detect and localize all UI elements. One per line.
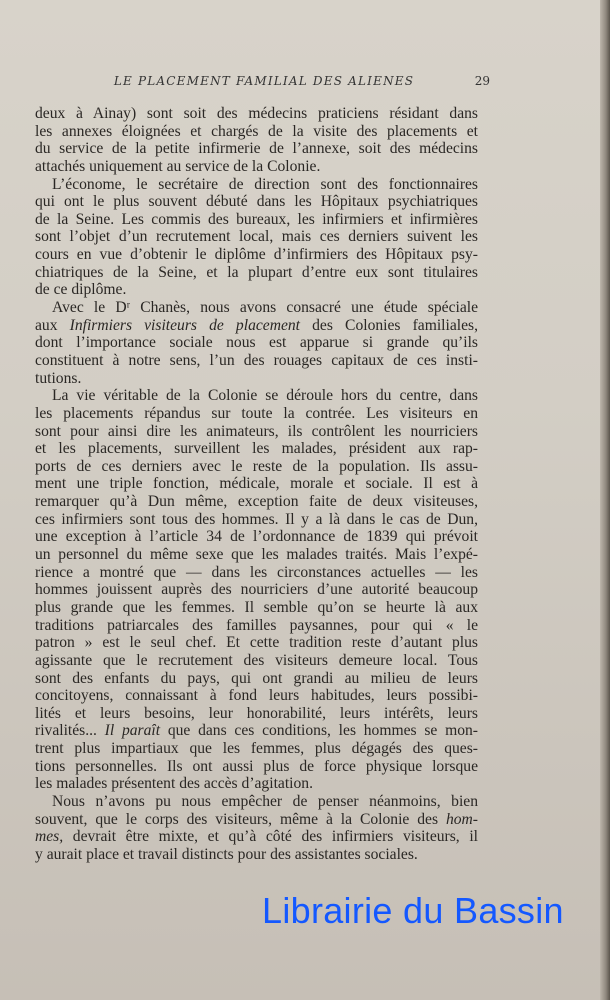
text-segment: devrait être mixte, et qu’à côté des infirmiers visiteurs, il: [63, 828, 478, 846]
text-line: [35, 634, 478, 652]
body-text: [35, 105, 478, 864]
text-line: [35, 740, 478, 758]
text-segment: aux: [35, 316, 70, 334]
text-line: [35, 228, 478, 246]
text-segment: traditions patriarcales des familles paysannes, pour qui « le: [35, 616, 478, 634]
text-segment: les placements répandus sur toute la contrée. Les visiteurs en: [35, 404, 478, 422]
running-header: [36, 74, 492, 92]
text-line: [35, 334, 478, 352]
text-segment: Avec le Dʳ Chanès, nous avons consacré une étude spéciale: [52, 299, 478, 317]
text-segment: sont pour ainsi dire les animateurs, ils contrôlent les nourriciers: [35, 422, 478, 440]
text-segment: des Colonies familiales,: [300, 316, 478, 334]
text-segment: du service de la petite infirmerie de l’annexe, soit des médecins: [35, 140, 478, 158]
text-segment: ces infirmiers sont tous des hommes. Il y a là dans le cas de Dun,: [35, 510, 478, 528]
italic-text: Il paraît: [104, 722, 161, 740]
text-segment: un personnel du même sexe que les malades traités. Mais l’expé-: [35, 546, 478, 564]
text-line: [35, 123, 478, 141]
text-line: [35, 828, 478, 846]
text-line: [35, 811, 478, 829]
text-segment: une exception à l’article 34 de l’ordonnance de 1839 qui prévoit: [35, 528, 478, 546]
text-segment: tions personnelles. Ils ont aussi plus de force physique lorsque: [35, 757, 478, 775]
text-segment: dont l’importance sociale nous est apparue si grande qu’ils: [35, 334, 478, 352]
text-segment: sont l’objet d’un recrutement local, mais ces derniers suivent les: [35, 228, 478, 246]
text-line: [35, 299, 478, 317]
text-line: [35, 564, 478, 582]
text-line: [35, 246, 478, 264]
text-segment: rivalités...: [35, 722, 105, 740]
text-line: [35, 211, 478, 229]
text-segment: les annexes éloignées et chargés de la visite des placements et: [35, 122, 478, 140]
text-line: [35, 846, 478, 864]
text-segment: ports de ces derniers avec le reste de la population. Ils assu-: [35, 457, 478, 475]
italic-text: Infirmiers visiteurs de placement: [69, 316, 301, 334]
text-segment: lités et leurs besoins, leur honorabilité, leurs intérêts, leurs: [35, 704, 478, 722]
text-segment: y aurait place et travail distincts pour des assistantes sociales.: [35, 845, 418, 863]
text-segment: cours en vue d’obtenir le diplôme d’infirmiers des Hôpitaux psy-: [35, 246, 478, 264]
text-line: [35, 581, 478, 599]
text-line: [35, 440, 478, 458]
text-line: [35, 158, 478, 176]
text-line: [35, 264, 478, 282]
text-line: [35, 652, 478, 670]
text-line: [35, 687, 478, 705]
text-segment: constituent à notre sens, l’un des rouages capitaux de ces insti-: [35, 351, 478, 369]
text-line: [35, 387, 478, 405]
text-segment: remarquer qu’à Dun même, exception faite de deux visiteuses,: [35, 493, 478, 511]
text-line: [35, 511, 478, 529]
text-line: [35, 317, 478, 335]
text-segment: les malades présentent des accès d’agitation.: [35, 775, 313, 793]
text-line: [35, 475, 478, 493]
text-segment: qui ont le plus souvent débuté dans les Hôpitaux psychiatriques: [35, 193, 478, 211]
text-segment: attachés uniquement au service de la Colonie.: [35, 157, 321, 175]
text-line: [35, 670, 478, 688]
text-line: [35, 176, 478, 194]
text-segment: rience a montré que — dans les circonstances actuelles — les: [35, 563, 478, 581]
text-segment: deux à Ainay) sont soit des médecins praticiens résidant dans: [35, 105, 478, 122]
text-line: [35, 458, 478, 476]
text-segment: agissante que le recrutement des visiteurs demeure local. Tous: [35, 651, 478, 669]
watermark: Librairie du Bassin: [262, 890, 564, 931]
text-segment: trent plus impartiaux que les femmes, plus dégagés des ques-: [35, 740, 478, 758]
text-line: [35, 405, 478, 423]
text-line: [35, 140, 478, 158]
italic-text: hom-: [445, 810, 478, 828]
text-segment: plus grande que les femmes. Il semble qu’on se heurte là aux: [35, 598, 478, 616]
text-line: [35, 617, 478, 635]
text-line: [35, 493, 478, 511]
text-segment: de ce diplôme.: [35, 281, 127, 299]
text-line: [35, 281, 478, 299]
text-segment: Nous n’avons pu nous empêcher de penser néanmoins, bien: [52, 792, 478, 810]
text-line: [35, 705, 478, 723]
text-line: [35, 599, 478, 617]
text-segment: L’économe, le secrétaire de direction sont des fonctionnaires: [52, 175, 478, 193]
text-line: [35, 370, 478, 388]
text-segment: souvent, que le corps des visiteurs, même à la Colonie des: [35, 810, 446, 828]
text-segment: chiatriques de la Seine, et la plupart d’entre eux sont titulaires: [35, 263, 478, 281]
text-segment: ment une triple fonction, médicale, morale et sociale. Il est à: [35, 475, 478, 493]
text-line: [35, 775, 478, 793]
italic-text: mes,: [35, 828, 64, 846]
page-number: 29: [474, 74, 490, 88]
text-segment: de la Seine. Les commis des bureaux, les infirmiers et infirmières: [35, 210, 478, 228]
text-segment: que dans ces conditions, les hommes se mon-: [160, 722, 478, 740]
text-line: [35, 793, 478, 811]
text-line: [35, 528, 478, 546]
text-line: [35, 352, 478, 370]
text-segment: patron » est le seul chef. Et cette tradition reste d’autant plus: [35, 634, 478, 652]
text-segment: sont des enfants du pays, qui ont grandi au milieu de leurs: [35, 669, 478, 687]
text-line: [35, 105, 478, 123]
text-segment: et les placements, surveillent les malades, président aux rap-: [35, 440, 478, 458]
text-line: [35, 193, 478, 211]
page-edge-shadow: [600, 0, 610, 1000]
text-line: [35, 758, 478, 776]
text-line: [35, 546, 478, 564]
text-segment: La vie véritable de la Colonie se déroule hors du centre, dans: [52, 387, 478, 405]
text-line: [35, 722, 478, 740]
running-title: LE PLACEMENT FAMILIAL DES ALIENES: [113, 74, 415, 88]
text-segment: hommes jouissent auprès des nourriciers d’une autorité beaucoup: [35, 581, 478, 599]
text-segment: concitoyens, connaissant à fond leurs habitudes, leurs possibi-: [35, 687, 478, 705]
text-segment: tutions.: [35, 369, 82, 387]
text-line: [35, 423, 478, 441]
